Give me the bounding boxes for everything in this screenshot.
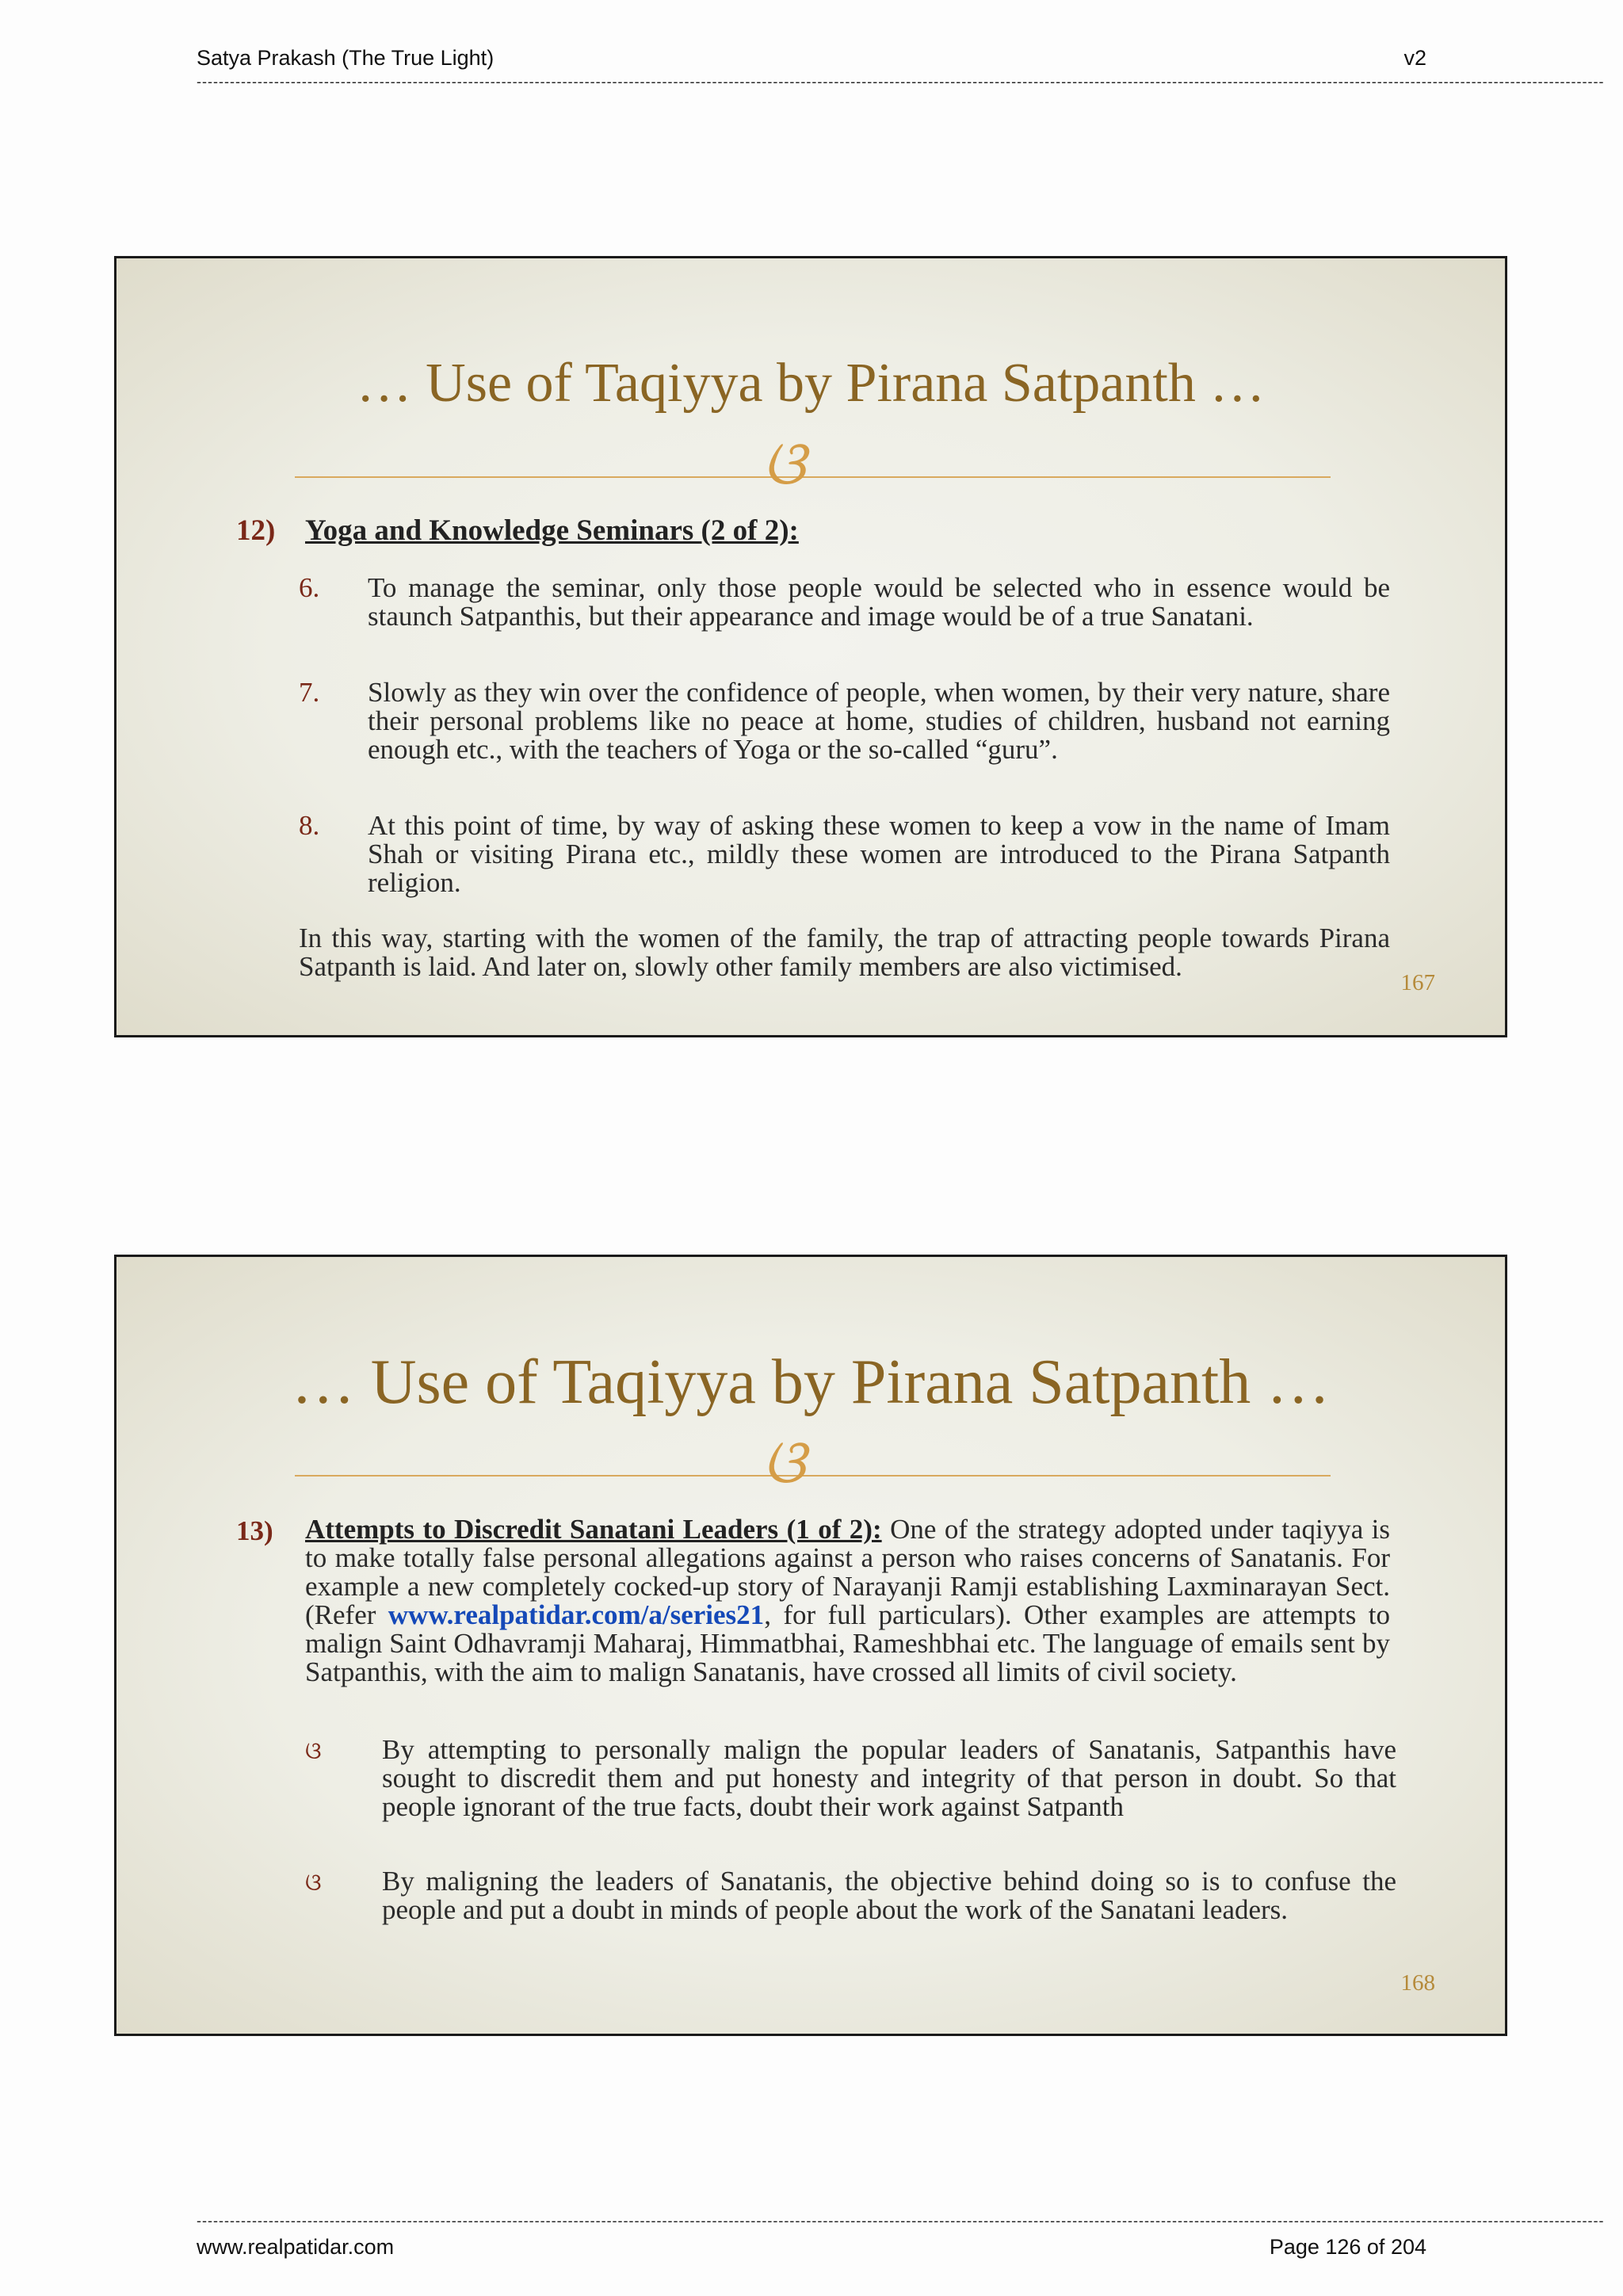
- section-number: 12): [236, 514, 276, 547]
- section-heading: [305, 514, 799, 548]
- slide-title: … Use of Taqiyya by Pirana Satpanth …: [291, 1347, 1331, 1417]
- item-number: 7.: [299, 677, 320, 708]
- title-divider: [295, 476, 1331, 478]
- page-header: [197, 46, 1605, 90]
- conclusion-text: In this way, starting with the women of the family, the trap of attracting people towards Pirana Satpanth is laid. And later on, slowly other family members are also victimised.: [299, 923, 1390, 982]
- section-title: Yoga and Knowledge Seminars (2 of 2):: [305, 514, 799, 547]
- slide-page-number: 167: [1400, 970, 1435, 995]
- footer-website: www.realpatidar.com: [197, 2235, 395, 2259]
- slide-title: … Use of Taqiyya by Pirana Satpanth …: [356, 353, 1266, 414]
- title-divider: [295, 1475, 1331, 1477]
- item-text: To manage the seminar, only those people would be selected who in essence would be staunch Satpanthis, but their appearance and image would be of a true Sanatani.: [368, 572, 1390, 632]
- section-title: Attempts to Discredit Sanatani Leaders (1 of 2):: [305, 1514, 882, 1545]
- slide-page-number: 168: [1400, 1970, 1435, 1996]
- item-number: 8.: [299, 810, 320, 841]
- header-divider: --------------------------------------------------------------------------------------------------------------------------------------------------------------------------------------------------------------------------------------------------------------: [197, 74, 1605, 90]
- ornament-icon: ଓ: [762, 429, 805, 498]
- intro-text-continued: , for full particulars). Other examples are attempts to malign Saint Odhavramji Maharaj, Himmatbhai, Rameshbhai etc. The language of emails sent by Satpanthis, with the aim to malign Sanatanis, have crossed all limits of civil society.: [305, 1599, 1390, 1687]
- footer-page-number: Page 126 of 204: [1269, 2235, 1426, 2259]
- bullet-icon: ଓ: [305, 1870, 322, 1896]
- item-text: Slowly as they win over the confidence of people, when women, by their very nature, share their personal problems like no peace at home, studies of children, husband not earning enough etc., with the teachers of Yoga or the so-called “guru”.: [368, 677, 1390, 765]
- document-title: Satya Prakash (The True Light): [197, 46, 495, 70]
- slide-168: [114, 1255, 1507, 2036]
- bullet-icon: ଓ: [305, 1738, 322, 1764]
- item-number: 6.: [299, 572, 320, 603]
- list-item: [305, 1867, 1510, 1924]
- document-version: v2: [1403, 46, 1426, 70]
- section-paragraph: [305, 1515, 1390, 1687]
- bullet-text: By maligning the leaders of Sanatanis, the objective behind doing so is to confuse the people and put a doubt in minds of people about the work of the Sanatani leaders.: [382, 1866, 1396, 1925]
- list-item: [299, 812, 1503, 897]
- item-text: At this point of time, by way of asking these women to keep a vow in the name of Imam Shah or visiting Pirana etc., mildly these women are introduced to the Pirana Satpanth religion.: [368, 810, 1390, 898]
- section-number: 13): [236, 1515, 273, 1546]
- intro-text: One of the strategy adopted under taqiyya is to make totally false personal allegations against a person who raises concerns of Sanatanis. For example a new completely cocked-up story of Narayanji Ramji establishing Laxminarayan Sect. (Refer: [305, 1514, 1391, 1630]
- ornament-icon: ଓ: [762, 1427, 805, 1496]
- list-item: [299, 678, 1503, 764]
- series-link[interactable]: www.realpatidar.com/a/series21: [388, 1599, 765, 1630]
- list-item: [299, 574, 1503, 631]
- footer-divider: --------------------------------------------------------------------------------------------------------------------------------------------------------------------------------------------------------------------------------------------------------------: [197, 2213, 1605, 2229]
- bullet-text: By attempting to personally malign the popular leaders of Sanatanis, Satpanthis have sought to discredit them and put honesty and integrity of that person in doubt. So that people ignorant of the true facts, doubt their work against Satpanth: [382, 1734, 1396, 1822]
- page-footer: [197, 2213, 1605, 2260]
- slide-167: [114, 256, 1507, 1037]
- list-item: [305, 1736, 1510, 1821]
